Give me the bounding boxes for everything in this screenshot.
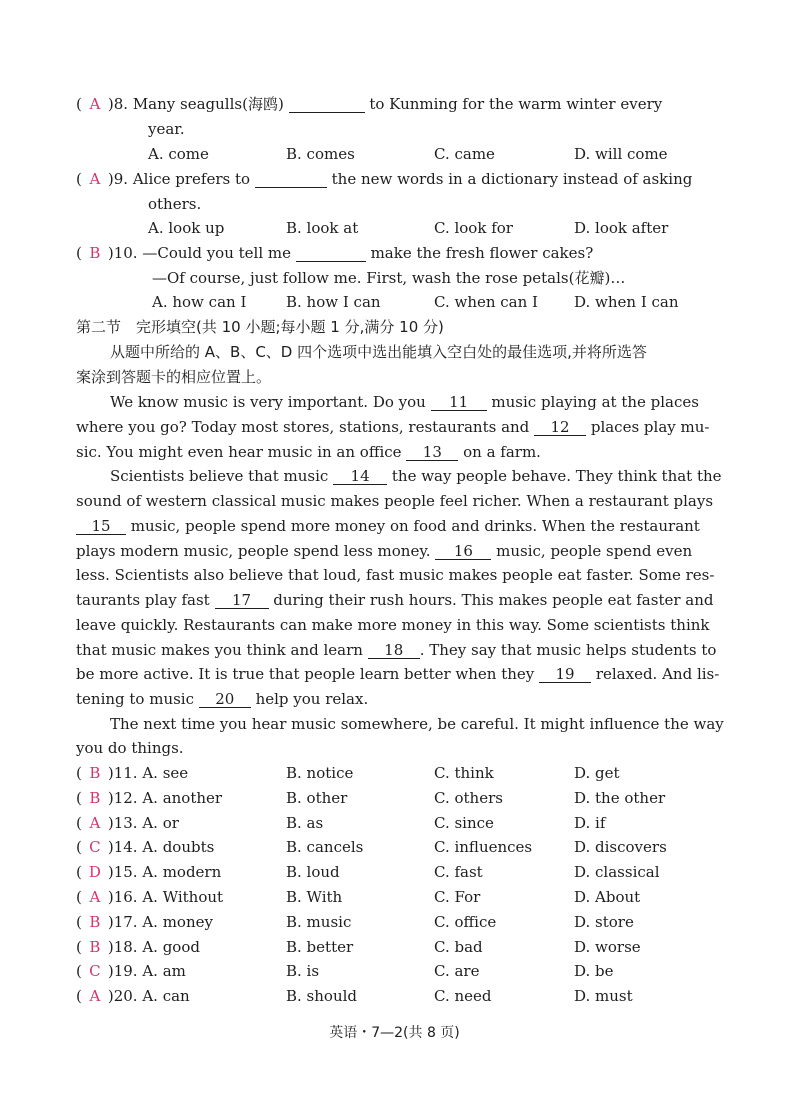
- option-c: C. fast: [434, 863, 483, 881]
- passage-text: taurants play fast: [76, 591, 210, 609]
- open-paren: (: [76, 962, 82, 980]
- cloze-question-17: [76, 912, 213, 932]
- option-b: B. is: [286, 962, 320, 980]
- option-c: C. others: [434, 789, 503, 807]
- passage-text: help you relax.: [255, 690, 369, 708]
- cloze-question-11: [76, 763, 188, 783]
- passage-text: music, people spend even: [496, 542, 693, 560]
- option-b: B. as: [286, 814, 324, 832]
- option-d: D. discovers: [574, 838, 667, 856]
- option-c: C. came: [434, 145, 495, 163]
- question-text: Alice prefers to: [132, 170, 251, 188]
- blank-20: 20: [199, 691, 251, 708]
- option-c: C. look for: [434, 219, 513, 237]
- answer-9: A: [89, 170, 101, 188]
- option-d: D. get: [574, 764, 620, 782]
- passage-line: sound of western classical music makes people feel richer. When a restaurant plays: [76, 492, 714, 510]
- option-c: C. since: [434, 814, 494, 832]
- answer: B: [89, 764, 101, 782]
- question-10: [76, 243, 593, 263]
- passage-line: [76, 640, 716, 660]
- option-c: C. office: [434, 913, 497, 931]
- cloze-question-14: [76, 837, 214, 857]
- passage-text: music playing at the places: [491, 393, 699, 411]
- option-d: D. will come: [574, 145, 668, 163]
- open-paren: (: [76, 838, 82, 856]
- option-d: D. About: [574, 888, 641, 906]
- blank-11: 11: [431, 394, 487, 411]
- passage-text: tening to music: [76, 690, 195, 708]
- answer-8: A: [89, 95, 101, 113]
- answer-blank: [289, 96, 365, 113]
- passage-text: plays modern music, people spend less money.: [76, 542, 431, 560]
- passage-text: . They say that music helps students to: [419, 641, 717, 659]
- option-d: D. must: [574, 987, 633, 1005]
- option-b: B. loud: [286, 863, 340, 881]
- passage-line: [76, 417, 709, 437]
- passage-text: during their rush hours. This makes people eat faster and: [273, 591, 714, 609]
- option-a: )20. A. can: [107, 987, 190, 1005]
- option-a: )14. A. doubts: [107, 838, 215, 856]
- option-b: B. notice: [286, 764, 354, 782]
- option-c: C. influences: [434, 838, 533, 856]
- question-9: [76, 169, 692, 189]
- blank-12: 12: [534, 419, 586, 436]
- answer: C: [89, 962, 101, 980]
- cloze-question-15: [76, 862, 221, 882]
- option-b: B. With: [286, 888, 343, 906]
- option-a: )17. A. money: [107, 913, 213, 931]
- section-instruction-cont: 案涂到答题卡的相应位置上。: [76, 368, 272, 386]
- question-text: Many seagulls(海鸥): [132, 95, 284, 113]
- open-paren: (: [76, 244, 82, 262]
- passage-text: that music makes you think and learn: [76, 641, 363, 659]
- answer: B: [89, 938, 101, 956]
- answer: B: [89, 913, 101, 931]
- passage-text: music, people spend more money on food and drinks. When the restaurant: [130, 517, 700, 535]
- option-a: )18. A. good: [107, 938, 200, 956]
- open-paren: (: [76, 95, 82, 113]
- option-a: A. how can I: [152, 293, 247, 311]
- question-text: make the fresh flower cakes?: [370, 244, 594, 262]
- option-d: D. look after: [574, 219, 669, 237]
- option-b: B. other: [286, 789, 348, 807]
- question-10-cont: —Of course, just follow me. First, wash the rose petals(花瓣)…: [152, 269, 626, 287]
- option-c: C. bad: [434, 938, 483, 956]
- open-paren: (: [76, 987, 82, 1005]
- open-paren: (: [76, 814, 82, 832]
- option-c: C. For: [434, 888, 481, 906]
- passage-line: [76, 689, 368, 709]
- option-d: D. store: [574, 913, 634, 931]
- passage-line: less. Scientists also believe that loud, fast music makes people eat faster. Some res-: [76, 566, 715, 584]
- option-b: B. comes: [286, 145, 355, 163]
- cloze-question-12: [76, 788, 222, 808]
- passage-line: The next time you hear music somewhere, be careful. It might influence the way: [110, 715, 724, 733]
- question-number: )8.: [107, 95, 129, 113]
- blank-17: 17: [215, 592, 269, 609]
- passage-line: you do things.: [76, 739, 184, 757]
- answer: B: [89, 789, 101, 807]
- question-text: —Could you tell me: [142, 244, 291, 262]
- passage-text: where you go? Today most stores, stations, restaurants and: [76, 418, 530, 436]
- open-paren: (: [76, 764, 82, 782]
- cloze-question-13: [76, 813, 179, 833]
- question-text: to Kunming for the warm winter every: [369, 95, 663, 113]
- option-b: B. how I can: [286, 293, 381, 311]
- option-b: B. should: [286, 987, 358, 1005]
- option-a: A. come: [148, 145, 209, 163]
- option-d: D. classical: [574, 863, 660, 881]
- open-paren: (: [76, 913, 82, 931]
- passage-line: [76, 590, 714, 610]
- cloze-question-18: [76, 937, 200, 957]
- answer-blank: [255, 171, 327, 188]
- answer: A: [89, 814, 101, 832]
- open-paren: (: [76, 863, 82, 881]
- option-b: B. look at: [286, 219, 359, 237]
- question-8: [76, 94, 662, 114]
- option-b: B. music: [286, 913, 352, 931]
- open-paren: (: [76, 789, 82, 807]
- option-c: C. think: [434, 764, 494, 782]
- answer-blank: [296, 245, 366, 262]
- option-b: B. better: [286, 938, 354, 956]
- option-c: C. when can I: [434, 293, 538, 311]
- blank-13: 13: [406, 444, 458, 461]
- passage-line: [76, 442, 541, 462]
- open-paren: (: [76, 888, 82, 906]
- option-a: )16. A. Without: [107, 888, 224, 906]
- blank-19: 19: [539, 666, 591, 683]
- answer: D: [88, 863, 101, 881]
- passage-line: leave quickly. Restaurants can make more money in this way. Some scientists think: [76, 616, 710, 634]
- passage-text: We know music is very important. Do you: [110, 393, 426, 411]
- option-b: B. cancels: [286, 838, 364, 856]
- section-title: 第二节 完形填空(共 10 小题;每小题 1 分,满分 10 分): [76, 318, 444, 336]
- passage-line: [76, 516, 700, 536]
- option-d: D. the other: [574, 789, 666, 807]
- passage-line: [76, 541, 692, 561]
- passage-text: Scientists believe that music: [110, 467, 329, 485]
- passage-text: relaxed. And lis-: [595, 665, 720, 683]
- question-8-cont: year.: [148, 120, 185, 138]
- page-footer: 英语・7—2(共 8 页): [329, 1025, 460, 1041]
- answer: A: [89, 987, 101, 1005]
- passage-text: be more active. It is true that people learn better when they: [76, 665, 535, 683]
- option-d: D. when I can: [574, 293, 679, 311]
- open-paren: (: [76, 170, 82, 188]
- option-a: )15. A. modern: [107, 863, 222, 881]
- question-9-cont: others.: [148, 195, 202, 213]
- option-c: C. need: [434, 987, 492, 1005]
- blank-16: 16: [435, 543, 491, 560]
- answer-10: B: [89, 244, 101, 262]
- option-a: )11. A. see: [107, 764, 189, 782]
- passage-text: places play mu-: [590, 418, 710, 436]
- passage-text: sic. You might even hear music in an office: [76, 443, 402, 461]
- passage-text: on a farm.: [463, 443, 541, 461]
- option-d: D. worse: [574, 938, 641, 956]
- blank-14: 14: [333, 468, 387, 485]
- cloze-question-20: [76, 986, 190, 1006]
- question-number: )9.: [107, 170, 129, 188]
- answer: C: [89, 838, 101, 856]
- passage-line: [110, 466, 722, 486]
- option-c: C. are: [434, 962, 480, 980]
- passage-line: [110, 392, 699, 412]
- passage-text: the way people behave. They think that the: [391, 467, 722, 485]
- option-d: D. if: [574, 814, 606, 832]
- cloze-question-19: [76, 961, 186, 981]
- passage-line: [76, 664, 719, 684]
- question-text: the new words in a dictionary instead of asking: [331, 170, 693, 188]
- blank-15: 15: [76, 518, 126, 535]
- section-instruction: 从题中所给的 A、B、C、D 四个选项中选出能填入空白处的最佳选项,并将所选答: [110, 343, 647, 361]
- option-d: D. be: [574, 962, 614, 980]
- question-number: )10.: [107, 244, 138, 262]
- answer: A: [89, 888, 101, 906]
- cloze-question-16: [76, 887, 223, 907]
- option-a: A. look up: [148, 219, 225, 237]
- option-a: )19. A. am: [107, 962, 186, 980]
- open-paren: (: [76, 938, 82, 956]
- option-a: )12. A. another: [107, 789, 223, 807]
- blank-18: 18: [368, 642, 420, 659]
- option-a: )13. A. or: [107, 814, 179, 832]
